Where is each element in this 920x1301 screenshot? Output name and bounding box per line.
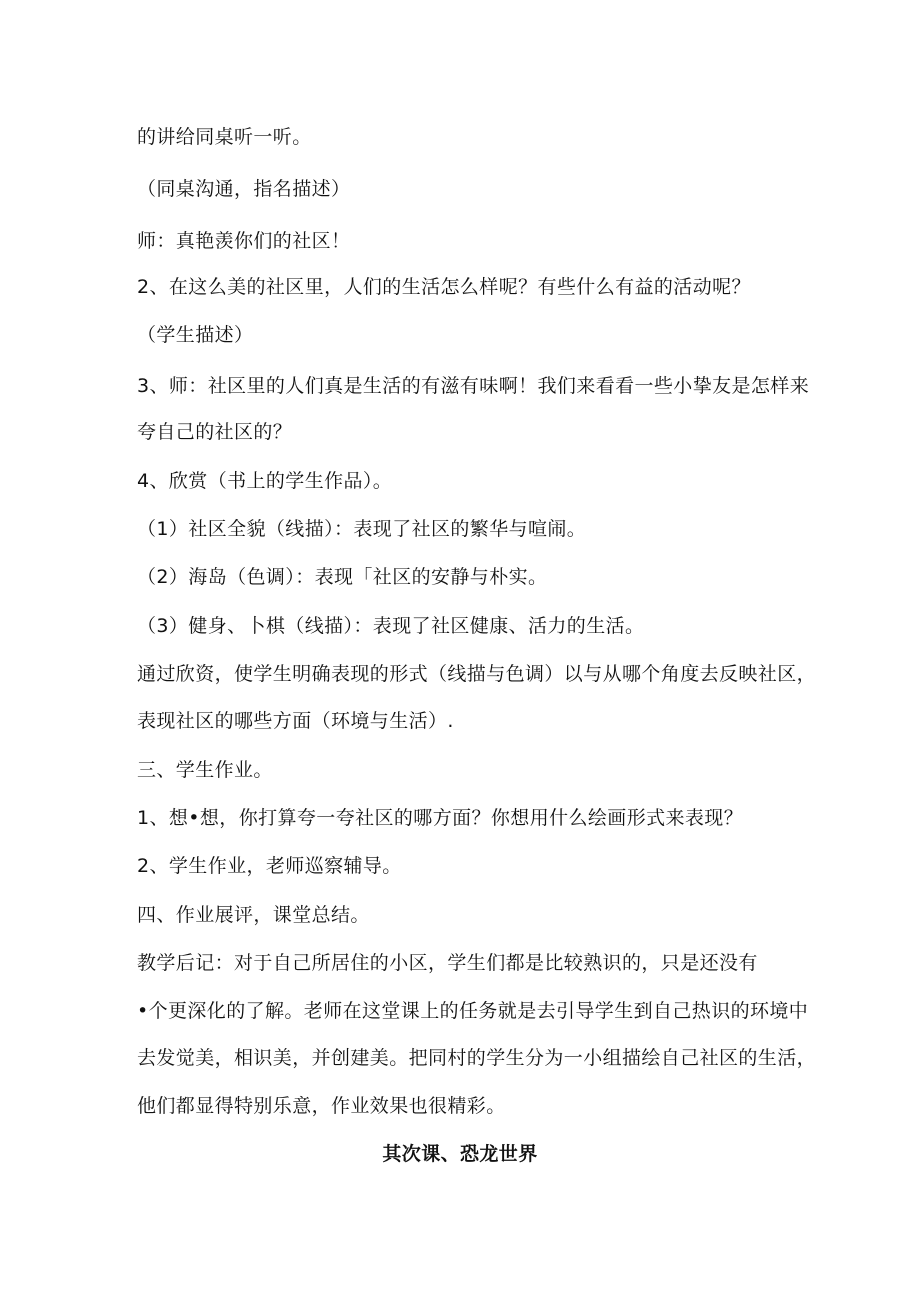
- text-line: 四、作业展评，课堂总结。: [137, 904, 370, 926]
- text-line: 教学后记：对于自己所居住的小区，学生们都是比较熟识的，只是还没有: [137, 952, 758, 974]
- text-line: 1、想•想，你打算夸一夸社区的哪方面？你想用什么绘画形式来表现？: [137, 807, 744, 829]
- text-line: （同桌沟通，指名描述）: [137, 178, 351, 200]
- text-line: 2、在这么美的社区里，人们的生活怎么样呢？有些什么有益的活动呢？: [137, 276, 751, 298]
- text-line: 4、欣赏（书上的学生作品）。: [137, 470, 393, 492]
- section-heading: 其次课、恐龙世界: [382, 1143, 538, 1165]
- text-line: 去发觉美，相识美，并创建美。把同村的学生分为一小组描绘自己社区的生活，: [137, 1047, 817, 1069]
- text-line: 师：真艳羡你们的社区！: [137, 230, 351, 252]
- text-line: 2、学生作业，老师巡察辅导。: [137, 855, 402, 877]
- text-line: •个更深化的了解。老师在这堂课上的任务就是去引导学生到自己热识的环境中: [137, 1000, 809, 1022]
- text-line: 通过欣资，使学生明确表现的形式（线描与色调）以与从哪个角度去反映社区，: [137, 663, 817, 685]
- text-line: 他们都显得特别乐意，作业效果也很精彩。: [137, 1095, 506, 1117]
- text-line: 表现社区的哪些方面（环境与生活）.: [137, 710, 454, 732]
- text-line: 三、学生作业。: [137, 759, 273, 781]
- text-line: 3、师：社区里的人们真是生活的有滋有味啊！我们来看看一些小挚友是怎样来: [137, 375, 810, 397]
- text-line: 夸自己的社区的？: [137, 421, 293, 443]
- text-line: （学生描述）: [137, 324, 254, 346]
- text-line: （3）健身、卜棋（线描）：表现了社区健康、活力的生活。: [137, 615, 645, 637]
- text-line: 的讲给同桌听一听。: [137, 126, 312, 148]
- text-line: （2）海岛（色调）：表现「社区的安静与朴实。: [137, 566, 548, 588]
- text-line: （1）社区全貌（线描）：表现了社区的繁华与喧闹。: [137, 518, 587, 540]
